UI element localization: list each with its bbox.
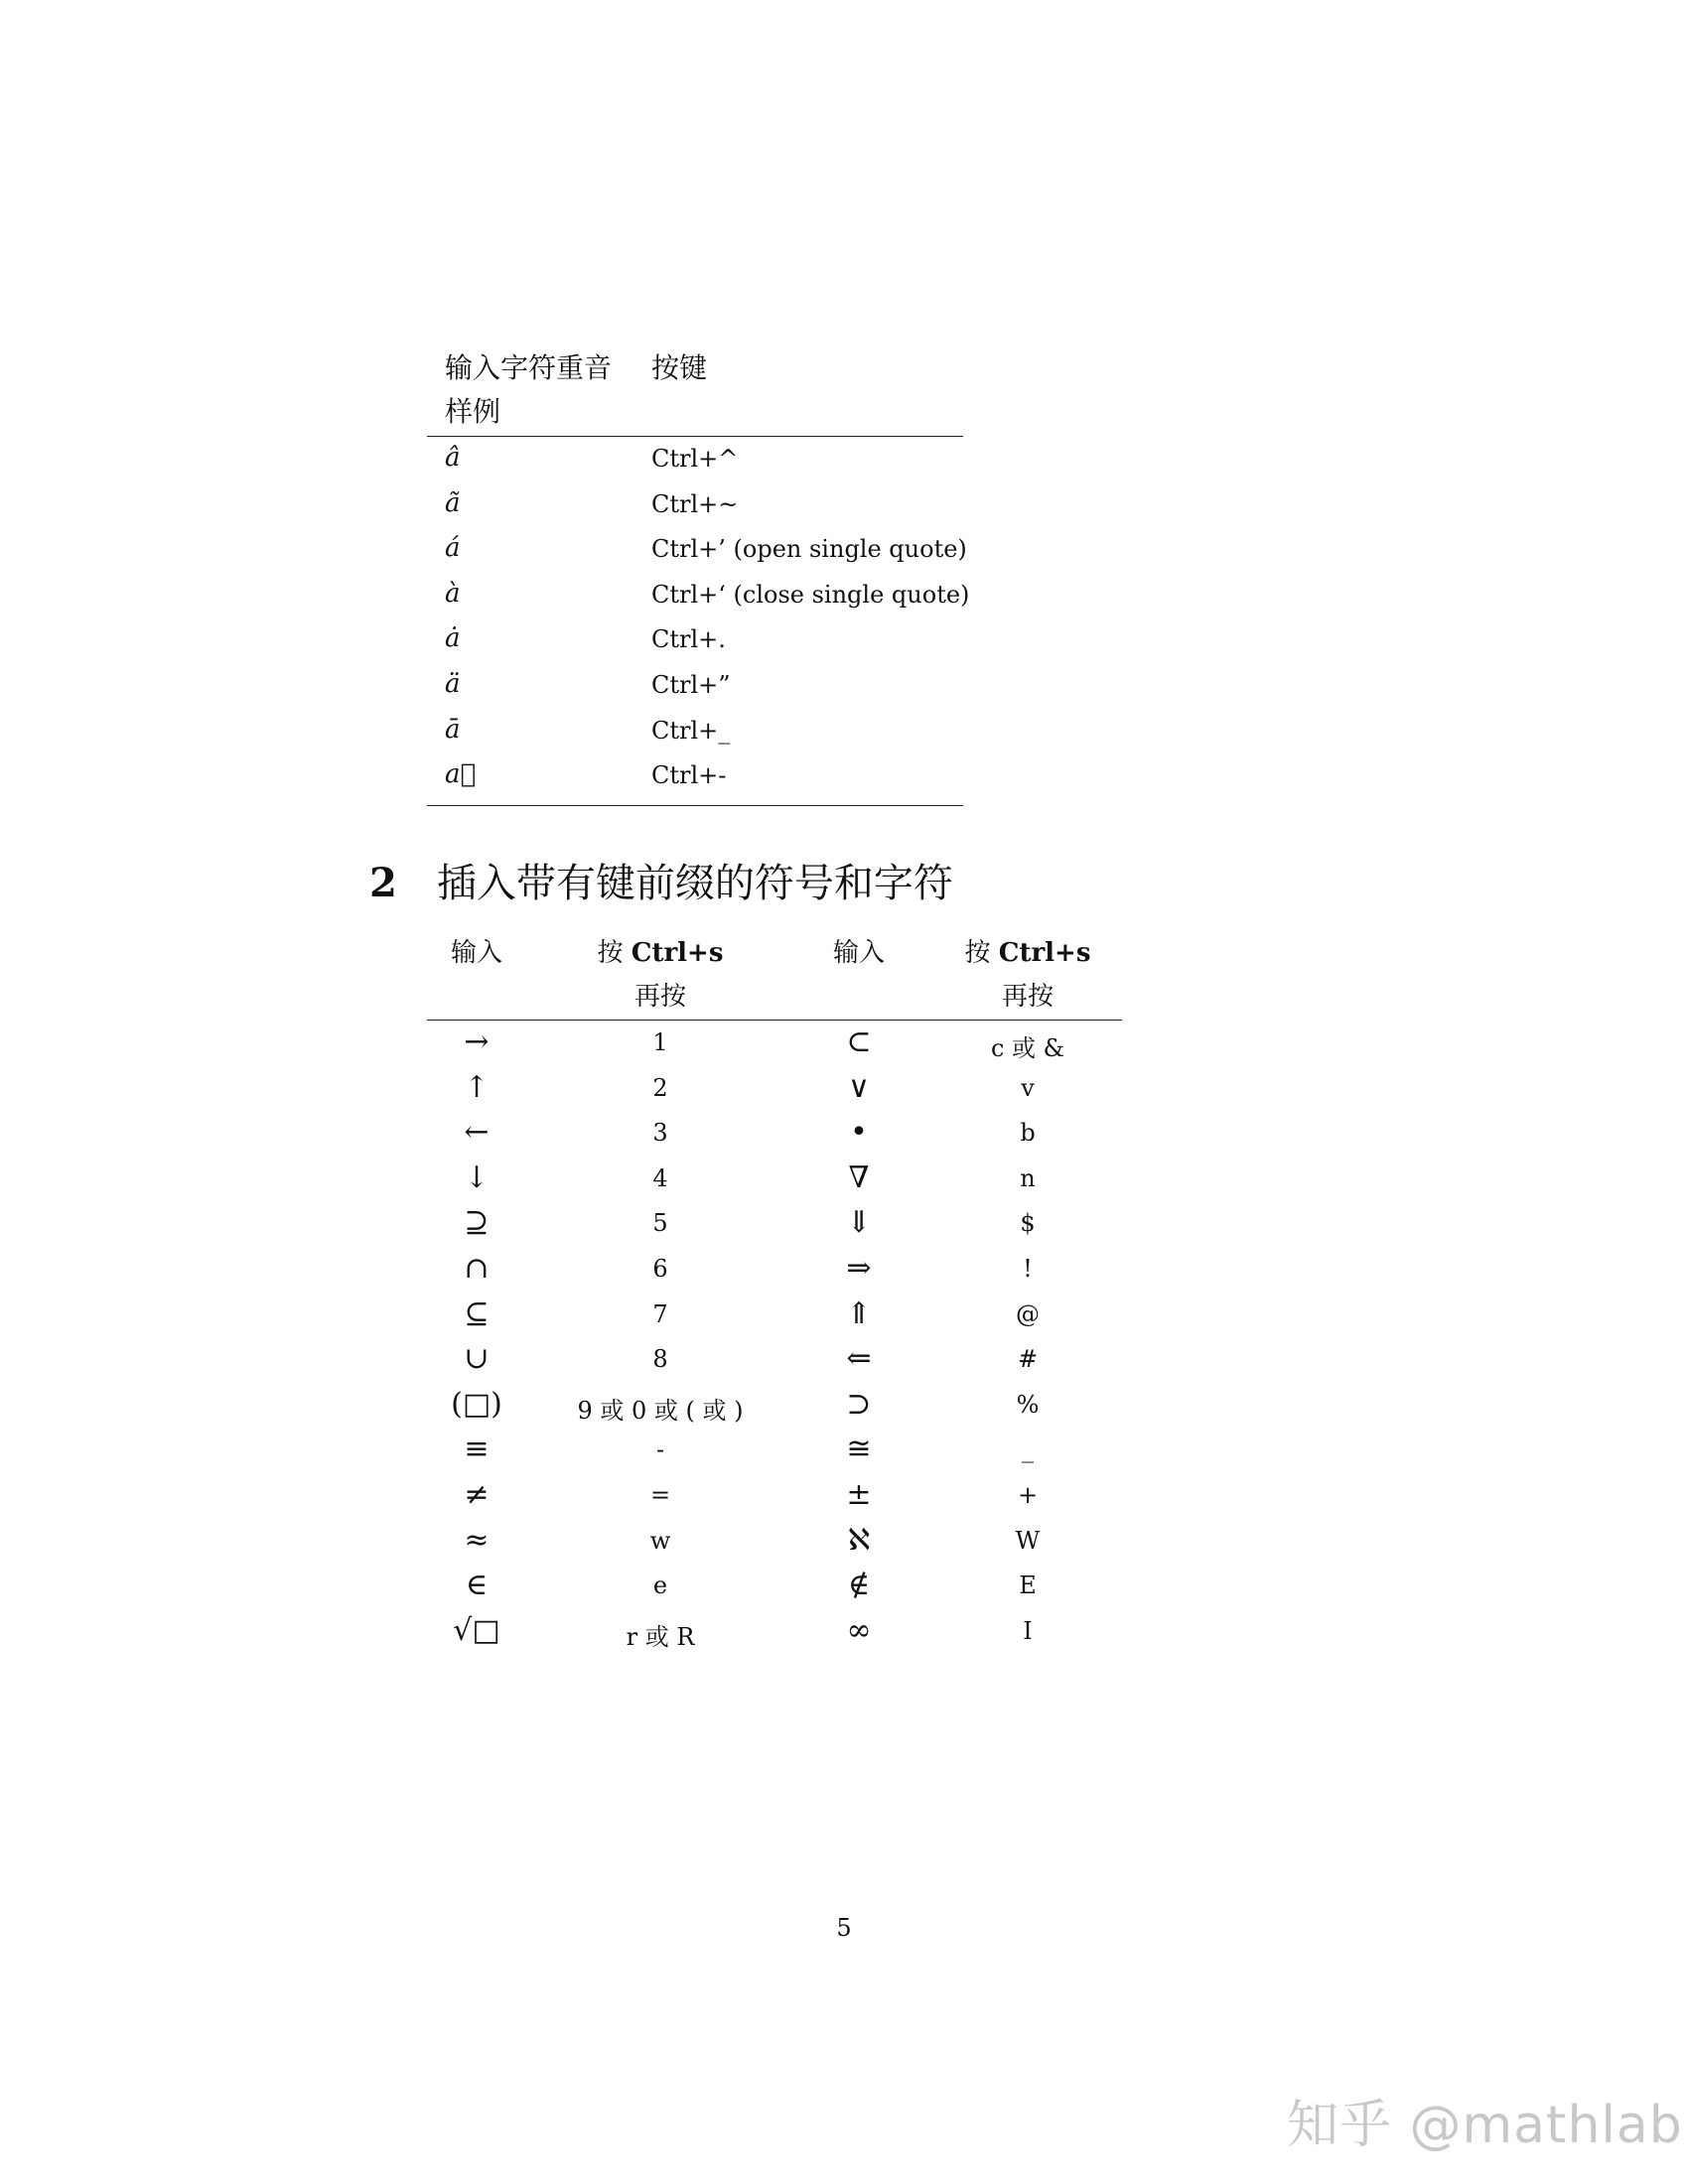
key-right: % [1016, 1390, 1040, 1419]
key-left: e [652, 1571, 668, 1600]
table-row [427, 1070, 1122, 1116]
accent-sample: a⃗ [445, 759, 477, 790]
header-accent-sample-line2: 样例 [445, 395, 501, 428]
symbol-left: ≡ [464, 1432, 490, 1467]
key-right: n [1020, 1163, 1036, 1192]
key-left: 4 [652, 1163, 668, 1192]
accent-keys: Ctrl+^ [651, 445, 739, 473]
table-row [427, 1432, 1122, 1477]
symbol-right: ⇓ [846, 1205, 872, 1241]
section-title: 插入带有键前缀的符号和字符 [436, 861, 953, 906]
header-keys: 按键 [651, 351, 708, 384]
table-row [427, 1251, 1122, 1297]
accent-keys: Ctrl+- [651, 761, 727, 790]
symbol-table-header [427, 928, 1122, 1021]
table-row [427, 1115, 1122, 1160]
key-left: 3 [652, 1119, 668, 1148]
key-right: # [1017, 1345, 1039, 1374]
table-row [427, 437, 963, 482]
symbol-right: ∞ [846, 1612, 872, 1648]
accent-sample: ä [445, 668, 461, 699]
table-row [427, 1613, 1122, 1659]
symbol-right: • [850, 1115, 868, 1151]
table-row [427, 1341, 1122, 1387]
accent-keys: Ctrl+~ [651, 489, 739, 518]
key-left: 7 [652, 1299, 668, 1328]
symbol-left: ⊆ [464, 1296, 490, 1331]
header-press-left-line2: 再按 [633, 982, 686, 1012]
header-press-left-prefix: 按 [597, 938, 624, 968]
header-press-left-key: Ctrl+s [631, 938, 724, 968]
section-heading [369, 852, 953, 908]
symbol-right: ℵ [847, 1522, 871, 1558]
key-left: - [655, 1435, 665, 1464]
symbol-left: → [464, 1024, 490, 1059]
header-press-right-prefix: 按 [964, 938, 991, 968]
symbol-left: (□) [451, 1386, 502, 1422]
symbol-right: ⇒ [846, 1250, 872, 1286]
accent-sample: á [445, 533, 461, 564]
symbol-left: ← [464, 1115, 490, 1151]
table-row [427, 1024, 1122, 1070]
key-right: v [1021, 1073, 1035, 1102]
header-input-left: 输入 [450, 938, 502, 968]
section-number: 2 [369, 860, 397, 906]
symbol-left: √□ [453, 1612, 500, 1648]
table-row [427, 573, 970, 618]
key-right: E [1019, 1571, 1037, 1600]
header-input-right: 输入 [832, 938, 885, 968]
key-right: + [1017, 1480, 1039, 1509]
table-row [427, 1477, 1122, 1523]
accent-keys: Ctrl+_ [651, 716, 731, 745]
header-accent-sample: 输入字符重音 [445, 351, 613, 384]
key-left: 6 [652, 1254, 668, 1283]
symbol-left: ∈ [465, 1568, 489, 1603]
symbol-left: ≠ [464, 1476, 490, 1512]
key-left: 1 [652, 1028, 668, 1056]
symbol-right: ≅ [846, 1432, 872, 1467]
table-row [427, 709, 963, 754]
key-left: w [649, 1526, 671, 1555]
header-press-right-key: Ctrl+s [998, 938, 1091, 968]
accent-table [427, 342, 970, 806]
symbol-left: ∩ [464, 1250, 490, 1286]
symbol-table-body [427, 1021, 1122, 1658]
symbol-right: ⇐ [846, 1341, 872, 1377]
table-row [427, 1160, 1122, 1206]
symbol-table [427, 928, 1122, 1658]
symbol-left: ⊇ [464, 1205, 490, 1241]
table-row [427, 1568, 1122, 1613]
table-row [427, 1387, 1122, 1433]
accent-sample: à [445, 578, 461, 609]
accent-table-body [427, 437, 970, 806]
symbol-left: ∪ [464, 1341, 490, 1377]
key-right: @ [1016, 1299, 1040, 1328]
page-number: 5 [836, 1914, 852, 1942]
header-press-left [556, 932, 765, 969]
accent-table-header [427, 342, 963, 437]
table-row [427, 527, 967, 573]
key-left: r 或 R [626, 1622, 695, 1651]
key-left: 9 或 0 或 ( 或 ) [577, 1396, 744, 1425]
key-right: ! [1023, 1254, 1033, 1283]
symbol-right: ∨ [848, 1069, 870, 1105]
key-right: c 或 & [990, 1034, 1065, 1062]
accent-keys: Ctrl+‘ (close single quote) [651, 580, 970, 609]
symbol-right: ± [846, 1476, 872, 1512]
accent-keys: Ctrl+” [651, 670, 731, 699]
key-right: b [1020, 1119, 1036, 1148]
watermark: 知乎 @mathlab [1287, 2096, 1683, 2155]
symbol-left: ↑ [464, 1069, 490, 1105]
table-row [427, 1205, 1122, 1251]
symbol-left: ≈ [464, 1522, 490, 1558]
table-row [427, 663, 963, 709]
key-right: W [1015, 1526, 1041, 1555]
accent-sample: ã [445, 487, 461, 518]
table-row [427, 753, 963, 799]
symbol-right: ⊂ [846, 1024, 872, 1059]
accent-sample: â [445, 443, 461, 473]
symbol-right: ∇ [848, 1160, 870, 1195]
symbol-left: ↓ [464, 1160, 490, 1195]
symbol-right: ⊃ [846, 1386, 872, 1422]
accent-keys: Ctrl+’ (open single quote) [651, 535, 967, 564]
table-row [427, 482, 963, 528]
key-left: 8 [652, 1345, 668, 1374]
table-row [427, 617, 963, 663]
key-left: 2 [652, 1073, 668, 1102]
key-right: _ [1022, 1435, 1034, 1464]
key-left: = [649, 1480, 671, 1509]
table-row [427, 1297, 1122, 1342]
symbol-right: ∉ [847, 1568, 871, 1603]
symbol-right: ⇑ [846, 1296, 872, 1331]
key-left: 5 [652, 1209, 668, 1238]
header-press-right-line2: 再按 [1001, 982, 1054, 1012]
accent-keys: Ctrl+. [651, 625, 726, 654]
key-right: I [1023, 1616, 1033, 1645]
key-right: $ [1020, 1209, 1036, 1238]
accent-sample: ȧ [445, 623, 461, 654]
table-row [427, 1523, 1122, 1569]
header-press-right [933, 932, 1122, 969]
accent-sample: ā [445, 714, 461, 745]
